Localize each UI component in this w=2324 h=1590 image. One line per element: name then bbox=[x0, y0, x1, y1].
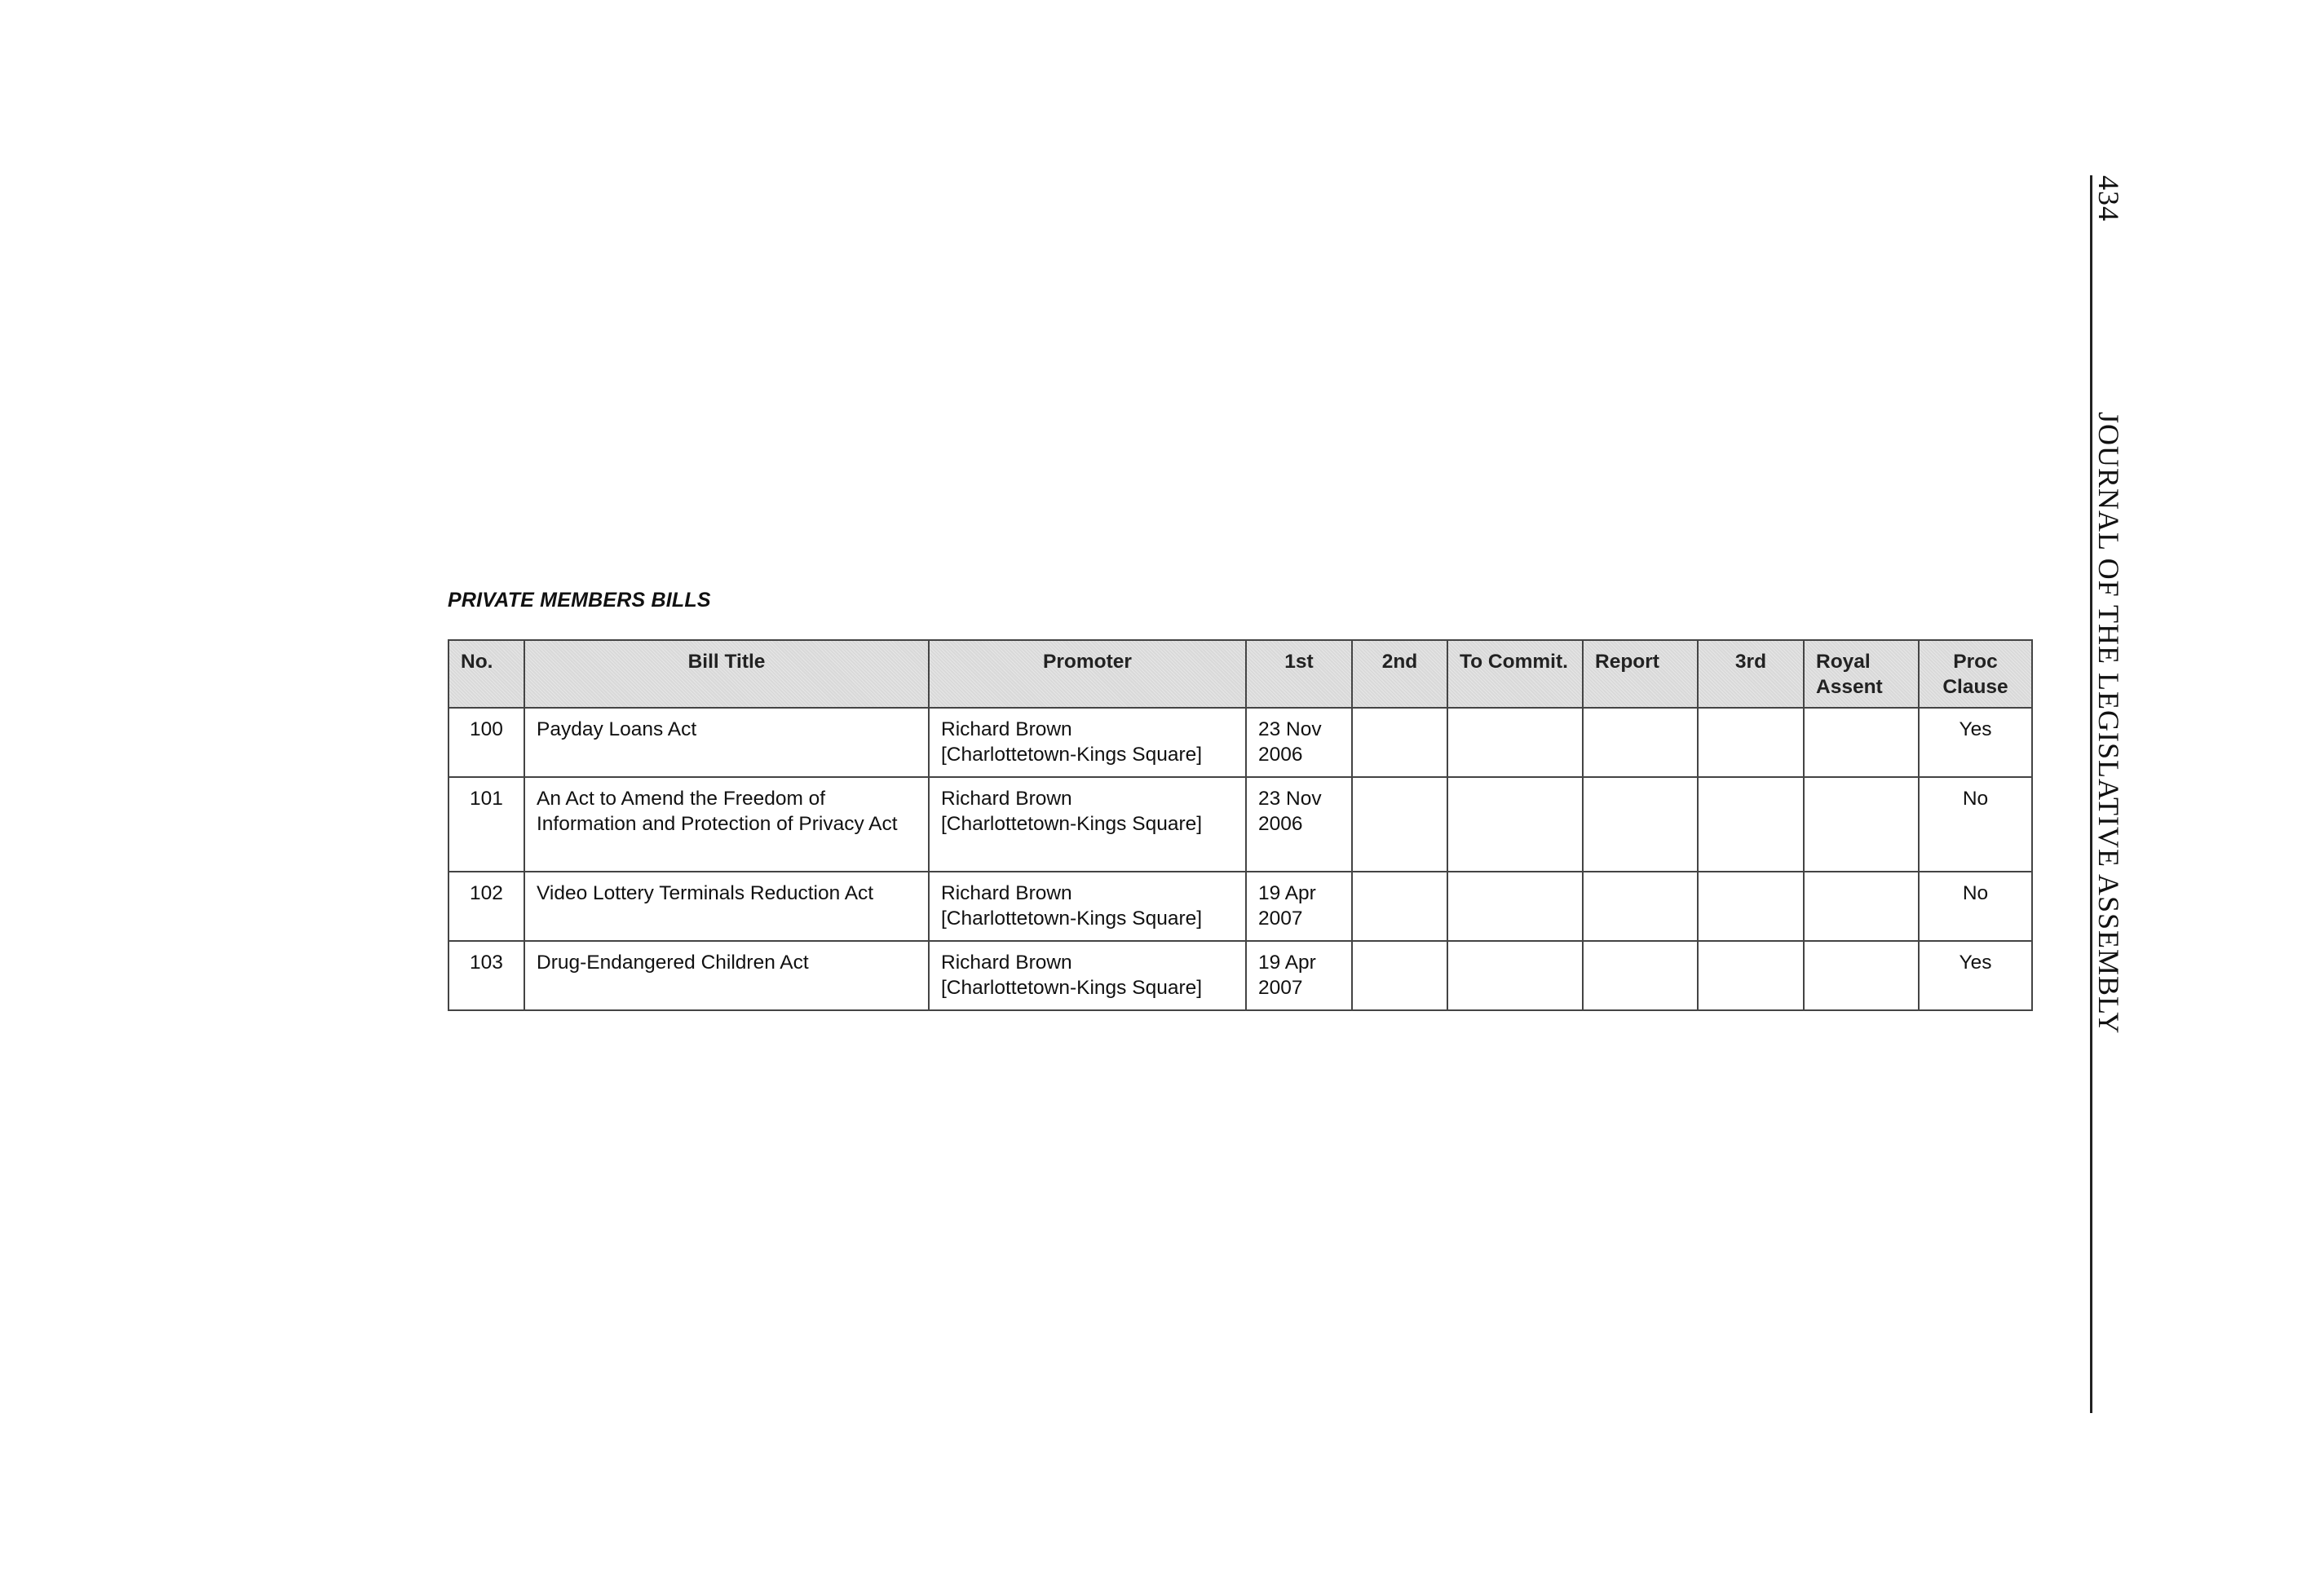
table-row bbox=[448, 708, 2032, 777]
to-commit-cell bbox=[1447, 777, 1583, 872]
to-commit-cell bbox=[1447, 708, 1583, 777]
report-cell bbox=[1583, 777, 1698, 872]
table-row bbox=[448, 872, 2032, 941]
first-reading-year: 2007 bbox=[1258, 977, 1303, 999]
first-reading-date bbox=[1246, 708, 1352, 777]
third-reading-cell bbox=[1698, 941, 1804, 1010]
table-row bbox=[448, 941, 2032, 1010]
first-reading-year: 2006 bbox=[1258, 744, 1303, 766]
running-head bbox=[2092, 175, 2125, 1235]
bill-title: Drug-Endangered Children Act bbox=[524, 941, 929, 1010]
first-reading-day: 19 Apr bbox=[1258, 952, 1316, 974]
to-commit-cell bbox=[1447, 941, 1583, 1010]
header-report: Report bbox=[1583, 640, 1698, 708]
first-reading-day: 19 Apr bbox=[1258, 882, 1316, 904]
header-second-reading: 2nd bbox=[1352, 640, 1447, 708]
first-reading-day: 23 Nov bbox=[1258, 788, 1322, 810]
bill-promoter bbox=[929, 872, 1246, 941]
header-proc-clause: Proc Clause bbox=[1919, 640, 2032, 708]
proc-clause-cell: No bbox=[1919, 777, 2032, 872]
bill-number: 100 bbox=[448, 708, 524, 777]
promoter-name: Richard Brown bbox=[941, 718, 1072, 740]
royal-assent-cell bbox=[1804, 708, 1919, 777]
promoter-riding: [Charlottetown-Kings Square] bbox=[941, 908, 1203, 930]
promoter-name: Richard Brown bbox=[941, 788, 1072, 810]
third-reading-cell bbox=[1698, 777, 1804, 872]
report-cell bbox=[1583, 941, 1698, 1010]
to-commit-cell bbox=[1447, 872, 1583, 941]
header-promoter: Promoter bbox=[929, 640, 1246, 708]
promoter-name: Richard Brown bbox=[941, 952, 1072, 974]
report-cell bbox=[1583, 708, 1698, 777]
promoter-riding: [Charlottetown-Kings Square] bbox=[941, 744, 1203, 766]
journal-title: JOURNAL OF THE LEGISLATIVE ASSEMBLY bbox=[2092, 412, 2125, 1035]
header-royal-assent: Royal Assent bbox=[1804, 640, 1919, 708]
bill-promoter bbox=[929, 777, 1246, 872]
first-reading-day: 23 Nov bbox=[1258, 718, 1322, 740]
bill-number: 102 bbox=[448, 872, 524, 941]
header-no: No. bbox=[448, 640, 524, 708]
first-reading-year: 2006 bbox=[1258, 813, 1303, 835]
header-to-commit: To Commit. bbox=[1447, 640, 1583, 708]
running-head-rule bbox=[2090, 175, 2092, 1413]
second-reading-cell bbox=[1352, 872, 1447, 941]
header-first-reading: 1st bbox=[1246, 640, 1352, 708]
royal-assent-cell bbox=[1804, 777, 1919, 872]
report-cell bbox=[1583, 872, 1698, 941]
bill-title: Video Lottery Terminals Reduction Act bbox=[524, 872, 929, 941]
section-heading: PRIVATE MEMBERS BILLS bbox=[448, 589, 711, 612]
royal-assent-cell bbox=[1804, 941, 1919, 1010]
table-header-row bbox=[448, 640, 2032, 708]
header-bill-title: Bill Title bbox=[524, 640, 929, 708]
bill-number: 101 bbox=[448, 777, 524, 872]
promoter-riding: [Charlottetown-Kings Square] bbox=[941, 813, 1203, 835]
bill-promoter bbox=[929, 708, 1246, 777]
third-reading-cell bbox=[1698, 708, 1804, 777]
third-reading-cell bbox=[1698, 872, 1804, 941]
royal-assent-cell bbox=[1804, 872, 1919, 941]
first-reading-date bbox=[1246, 872, 1352, 941]
promoter-name: Richard Brown bbox=[941, 882, 1072, 904]
bill-promoter bbox=[929, 941, 1246, 1010]
table-row bbox=[448, 777, 2032, 872]
proc-clause-cell: No bbox=[1919, 872, 2032, 941]
proc-clause-cell: Yes bbox=[1919, 941, 2032, 1010]
promoter-riding: [Charlottetown-Kings Square] bbox=[941, 977, 1203, 999]
second-reading-cell bbox=[1352, 777, 1447, 872]
second-reading-cell bbox=[1352, 708, 1447, 777]
proc-clause-cell: Yes bbox=[1919, 708, 2032, 777]
second-reading-cell bbox=[1352, 941, 1447, 1010]
first-reading-date bbox=[1246, 777, 1352, 872]
private-members-bills-table bbox=[448, 639, 2033, 1011]
first-reading-year: 2007 bbox=[1258, 908, 1303, 930]
bill-number: 103 bbox=[448, 941, 524, 1010]
bill-title: Payday Loans Act bbox=[524, 708, 929, 777]
first-reading-date bbox=[1246, 941, 1352, 1010]
page-number: 434 bbox=[2092, 175, 2125, 222]
bill-title: An Act to Amend the Freedom of Information and Protection of Privacy Act bbox=[524, 777, 929, 872]
header-third-reading: 3rd bbox=[1698, 640, 1804, 708]
